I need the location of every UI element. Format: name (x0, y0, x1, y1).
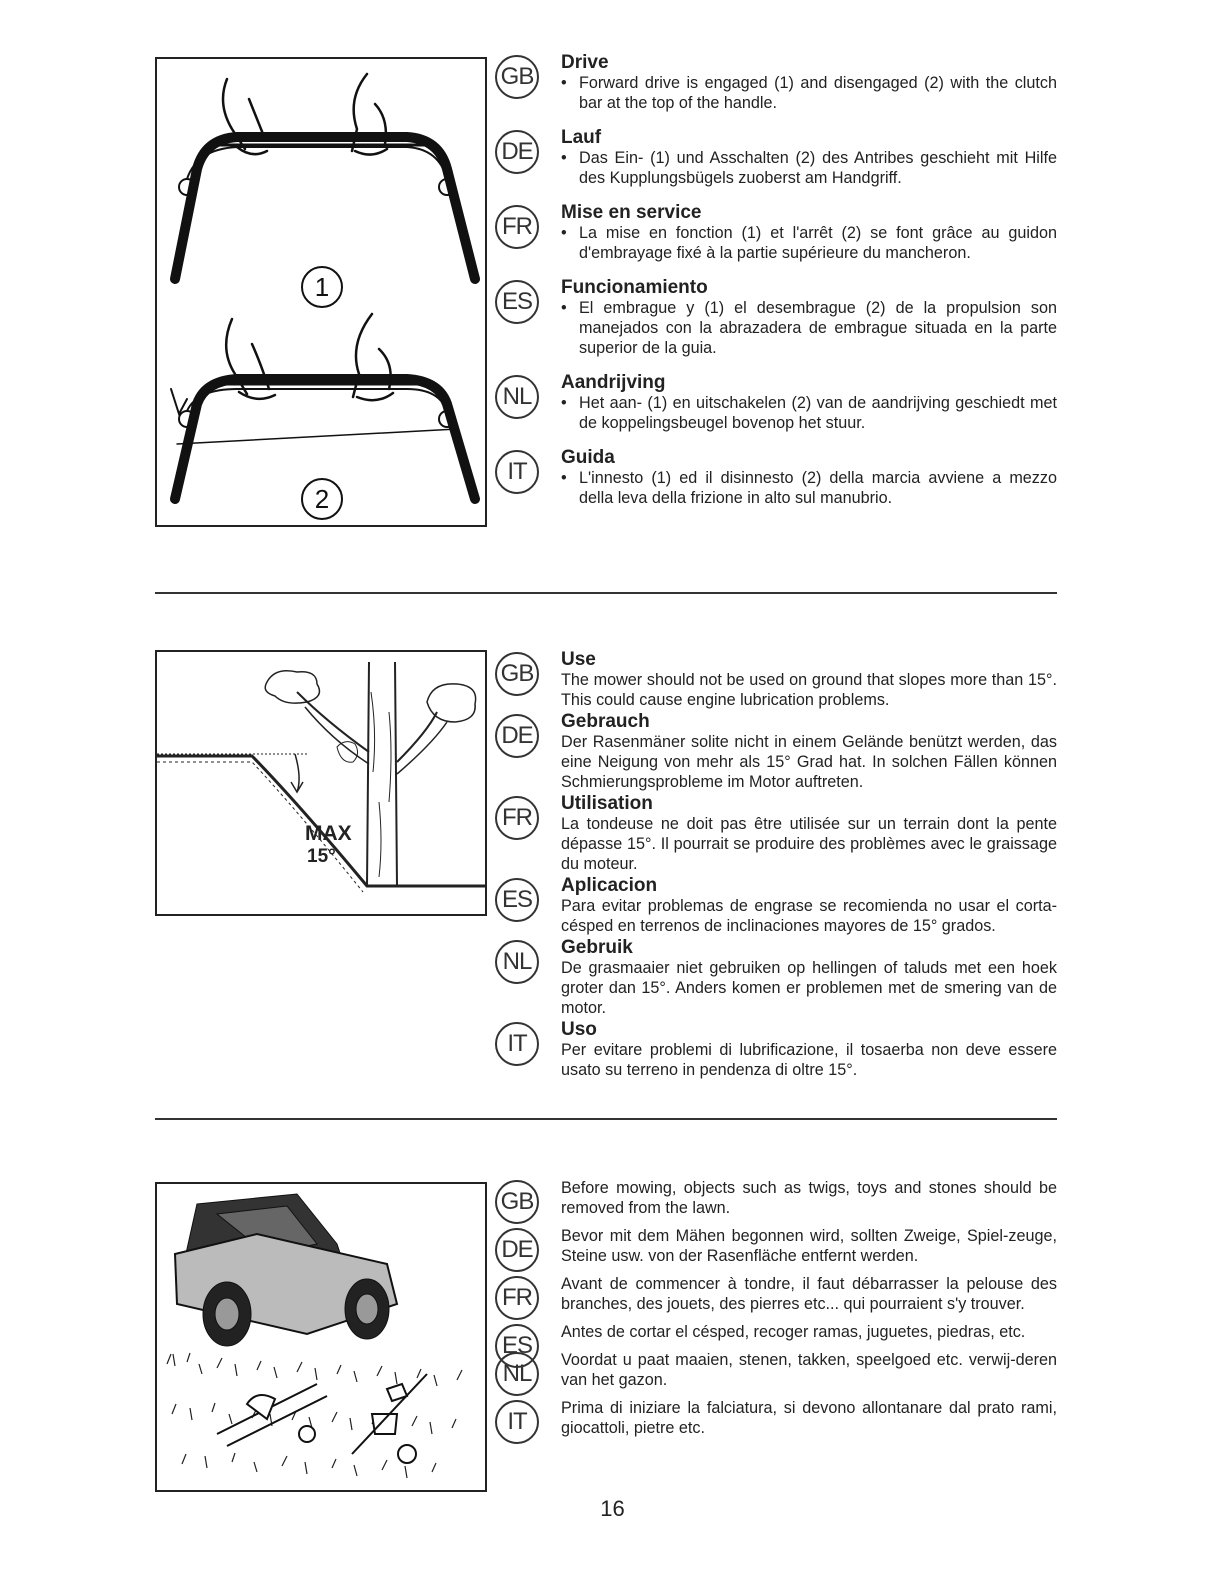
figure-label-1: 1 (314, 272, 330, 302)
use-text-de: Der Rasenmäner solite nicht in einem Gelände benützt werden, das eine Neigung von mehr als 15° Grad hat. In solchen Fällen können Schmierungsprobleme im Motor auftreten. (561, 733, 1057, 791)
lawn-entry-nl (495, 1350, 1057, 1390)
drive-text-es: • El embrague y (1) el desembrague (2) de la propulsion son manejados con la abrazadera de embrague situada en la parte superior de la guia. (561, 298, 1057, 358)
lang-badge-fr: FR (495, 1276, 539, 1320)
use-text-gb: The mower should not be used on ground that slopes more than 15°. This could cause engine lubrication problems. (561, 671, 1057, 709)
drive-texts (495, 53, 1057, 523)
section-divider-1 (155, 592, 1057, 594)
use-heading-es: Aplicacion (561, 875, 658, 896)
use-entry-nl (495, 938, 1057, 1018)
lawn-text-gb: Before mowing, objects such as twigs, toys and stones should be removed from the lawn. (561, 1179, 1057, 1217)
use-entry-de (495, 712, 1057, 792)
use-entry-es (495, 876, 1057, 936)
use-text-fr: La tondeuse ne doit pas être utilisée sur un terrain dont la pente dépasse 15°. Il pourrait se produire des problèmes avec le graissage du moteur. (561, 815, 1057, 873)
lang-badge-de: DE (495, 714, 539, 758)
lang-badge-de: DE (495, 1228, 539, 1272)
lang-badge-nl: NL (495, 940, 539, 984)
lawn-entry-gb (495, 1178, 1057, 1218)
use-section (155, 640, 1057, 1080)
drive-heading-it: Guida (561, 447, 615, 468)
use-text-it: Per evitare problemi di lubrificazione, il tosaerba non deve essere usato su terreno in pendenza di oltre 15°. (561, 1041, 1057, 1079)
drive-entry-gb (495, 53, 1057, 113)
lang-badge-fr: FR (495, 205, 539, 249)
use-texts (495, 650, 1057, 1082)
lang-badge-de: DE (495, 130, 539, 174)
lang-badge-it: IT (495, 1400, 539, 1444)
lang-badge-nl: NL (495, 375, 539, 419)
drive-text-gb: • Forward drive is engaged (1) and disengaged (2) with the clutch bar at the top of the handle. (561, 73, 1057, 113)
drive-heading-es: Funcionamiento (561, 277, 708, 298)
drive-text-fr: • La mise en fonction (1) et l'arrêt (2) se font grâce au guidon d'embrayage fixé à la partie supérieure du mancheron. (561, 223, 1057, 263)
drive-text-nl: • Het aan- (1) en uitschakelen (2) van de aandrijving geschiedt met de koppelingsbeugel bovenop het stuur. (561, 393, 1057, 433)
lang-badge-gb: GB (495, 1180, 539, 1224)
lawn-entry-it (495, 1398, 1057, 1438)
lawn-section (155, 1170, 1057, 1490)
lang-badge-it: IT (495, 450, 539, 494)
slope-illustration (157, 652, 485, 914)
use-entry-gb (495, 650, 1057, 710)
page-number: 16 (600, 1496, 625, 1521)
lang-badge-gb: GB (495, 652, 539, 696)
drive-entry-fr (495, 203, 1057, 263)
lang-badge-nl: NL (495, 1352, 539, 1396)
lawn-entry-es (495, 1322, 1057, 1359)
drive-text-it: • L'innesto (1) ed il disinnesto (2) della marcia avviene a mezzo della leva della frizione in alto sul manubrio. (561, 468, 1057, 508)
lang-badge-es: ES (495, 878, 539, 922)
lang-badge-gb: GB (495, 55, 539, 99)
lawn-text-nl: Voordat u paat maaien, stenen, takken, speelgoed etc. verwij-deren van het gazon. (561, 1351, 1057, 1389)
use-heading-fr: Utilisation (561, 793, 653, 814)
drive-section (155, 45, 1057, 555)
lang-badge-es: ES (495, 280, 539, 324)
use-entry-fr (495, 794, 1057, 874)
slope-angle-label: 15° (307, 846, 336, 867)
drive-entry-it (495, 448, 1057, 508)
lawn-entry-de (495, 1226, 1057, 1266)
lawn-text-it: Prima di iniziare la falciatura, si devono allontanare dal prato rami, giocattoli, pietre etc. (561, 1399, 1057, 1437)
use-heading-de: Gebrauch (561, 711, 650, 732)
section-divider-2 (155, 1118, 1057, 1120)
use-heading-it: Uso (561, 1019, 597, 1040)
lang-badge-it: IT (495, 1022, 539, 1066)
handle-clutch-figure (155, 57, 487, 527)
use-text-nl: De grasmaaier niet gebruiken op hellingen of taluds met een hoek groter dan 15°. Anders komen er problemen met de smering van de motor. (561, 959, 1057, 1017)
drive-heading-fr: Mise en service (561, 202, 702, 223)
use-heading-nl: Gebruik (561, 937, 633, 958)
drive-entry-nl (495, 373, 1057, 433)
slope-figure (155, 650, 487, 916)
drive-heading-nl: Aandrijving (561, 372, 666, 393)
drive-text-de: • Das Ein- (1) und Asschalten (2) des Antribes geschieht mit Hilfe des Kupplungsbügels zuoberst am Handgriff. (561, 148, 1057, 188)
lawn-texts (495, 1178, 1057, 1446)
lang-badge-fr: FR (495, 796, 539, 840)
slope-max-label: MAX (305, 822, 352, 845)
lawn-text-de: Bevor mit dem Mähen begonnen wird, sollten Zweige, Spiel-zeuge, Steine usw. von der Rasenfläche entfernt werden. (561, 1227, 1057, 1265)
handle-clutch-illustration (157, 59, 485, 525)
lawn-entry-fr (495, 1274, 1057, 1314)
use-heading-gb: Use (561, 649, 596, 670)
drive-entry-de (495, 128, 1057, 188)
use-text-es: Para evitar problemas de engrase se recomienda no usar el corta-césped en terrenos de inclinaciones mayores de 15° grados. (561, 897, 1057, 935)
use-entry-it (495, 1020, 1057, 1080)
drive-heading-de: Lauf (561, 127, 602, 148)
figure-label-2: 2 (314, 484, 330, 514)
drive-heading-gb: Drive (561, 52, 609, 73)
lawn-text-es: Antes de cortar el césped, recoger ramas, juguetes, piedras, etc. (561, 1323, 1026, 1341)
drive-entry-es (495, 278, 1057, 358)
lawn-objects-figure (155, 1182, 487, 1492)
lang-badge-es: ES (495, 1324, 539, 1368)
lawn-objects-illustration (157, 1184, 485, 1490)
lawn-text-fr: Avant de commencer à tondre, il faut débarrasser la pelouse des branches, des jouets, des pierres etc... qui pourraient s'y trouver. (561, 1275, 1057, 1313)
